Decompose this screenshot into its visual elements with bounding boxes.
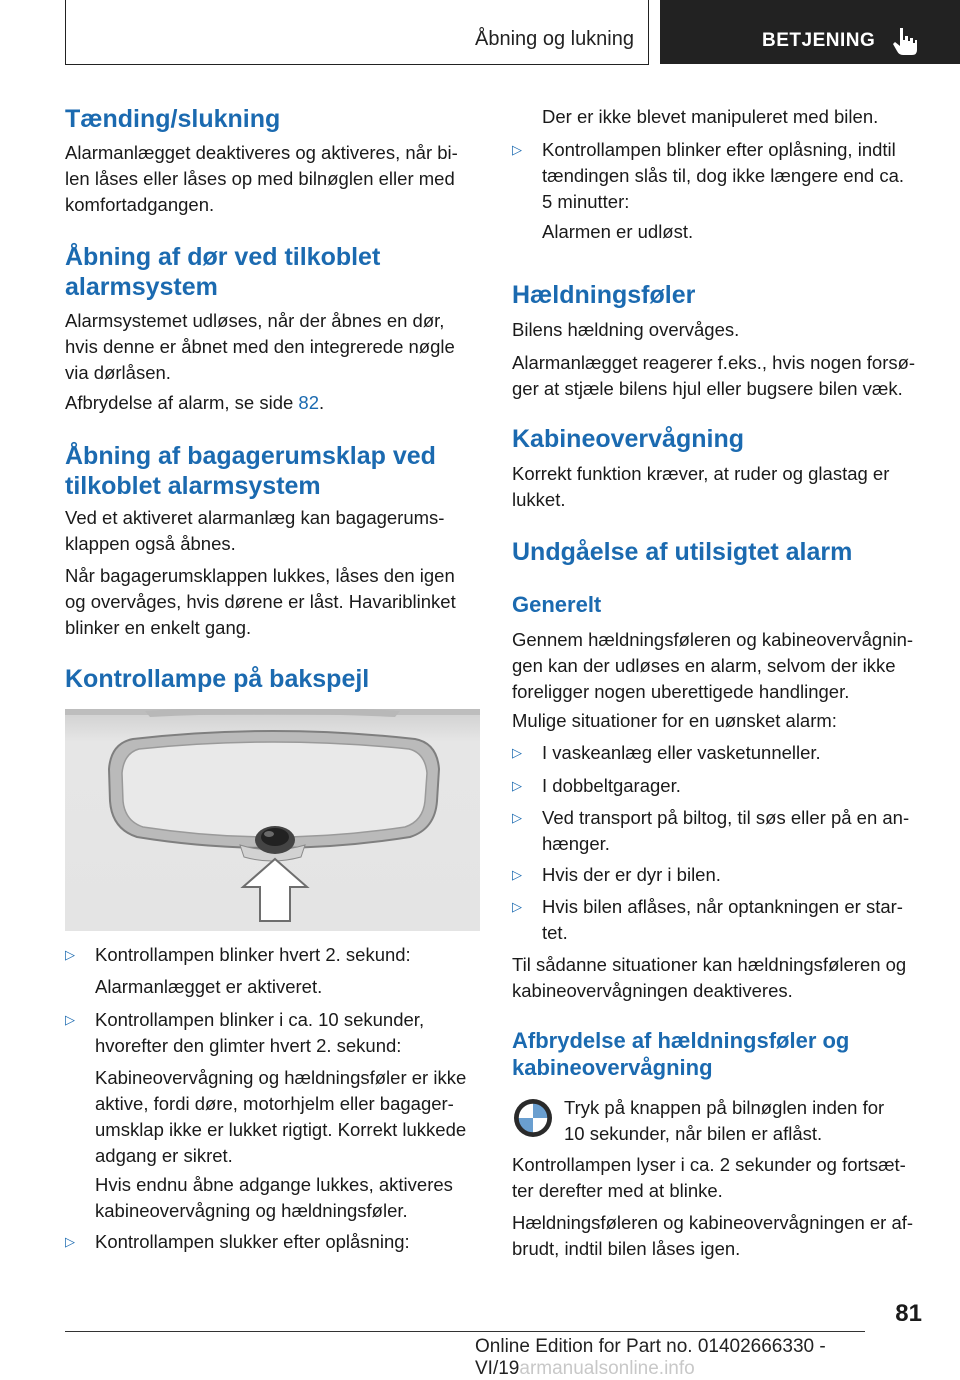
list-sub-aktiveres: Hvis endnu åbne adgange lukkes, aktiveres kabineovervågning og hældningsføler. xyxy=(95,1174,453,1221)
list-sub-aktiveret: Alarmanlægget er aktiveret. xyxy=(95,976,323,997)
list-sub-udloest: Alarmen er udløst. xyxy=(542,221,694,242)
heading-bagage-line1: Åbning af bagagerumsklap ved xyxy=(65,442,436,470)
para-tryk: Tryk på knappen på bilnøglen inden for 10 sekunder, når bilen er aflåst. xyxy=(564,1097,885,1144)
heading-kabineovervaagning: Kabineovervågning xyxy=(512,425,744,453)
heading-undgaaelse: Undgåelse af utilsigtet alarm xyxy=(512,538,853,566)
heading-kontrollampe: Kontrollampe på bakspejl xyxy=(65,665,370,693)
para-taending: Alarmanlægget deaktiveres og aktiveres, når bi- len låses eller låses op med bilnøglen eller med komfortadgangen. xyxy=(65,142,458,215)
para-haeld-slut: Hældningsføleren og kabineovervågningen er af- brudt, indtil bilen låses igen. xyxy=(512,1212,914,1259)
triangle-bullet-icon: ▷ xyxy=(512,745,522,760)
page-link-82[interactable]: 82 xyxy=(298,392,319,413)
para-lyser: Kontrollampen lyser i ca. 2 sekunder og fortsæt- ter derefter med at blinke. xyxy=(512,1154,906,1201)
heading-doer-line2: alarmsystem xyxy=(65,273,218,301)
triangle-bullet-icon: ▷ xyxy=(512,142,522,157)
triangle-bullet-icon: ▷ xyxy=(65,1234,75,1249)
footer-edition xyxy=(475,1336,960,1380)
para-haeldning-2: Alarmanlægget reagerer f.eks., hvis nogen forsø- ger at stjæle bilens hjul eller bugsere bilen væk. xyxy=(512,352,916,399)
triangle-bullet-icon: ▷ xyxy=(65,1012,75,1027)
heading-bagage-line2: tilkoblet alarmsystem xyxy=(65,472,321,500)
triangle-bullet-icon: ▷ xyxy=(512,867,522,882)
triangle-bullet-icon: ▷ xyxy=(512,899,522,914)
list-item-text: Hvis bilen aflåses, når optankningen er star- tet. xyxy=(542,896,903,943)
heading-haeldningsfoeler: Hældningsføler xyxy=(512,281,696,309)
para-doer: Alarmsystemet udløses, når der åbnes en dør, hvis denne er åbnet med den integrerede nøgle via dørlåsen. xyxy=(65,310,455,383)
header-baseline xyxy=(65,64,649,65)
para-generelt: Gennem hældningsføleren og kabineovervågnin- gen kan der udløses en alarm, selvom der ikke foreligger nogen uberettigede handlinger. xyxy=(512,629,914,702)
list-item-text: I dobbeltgarager. xyxy=(542,775,681,796)
para-til-saadanne: Til sådanne situationer kan hældningsføleren og kabineovervågningen deaktiveres. xyxy=(512,954,907,1001)
para-afbrydelse xyxy=(65,390,480,416)
heading-taending: Tænding/slukning xyxy=(65,105,281,133)
list-sub-ikke-manipuleret: Der er ikke blevet manipuleret med bilen. xyxy=(542,106,879,127)
heading-afbrydelse-line1: Afbrydelse af hældningsføler og xyxy=(512,1028,850,1053)
bmw-key-icon xyxy=(512,1097,554,1139)
header-chapter-label: BETJENING xyxy=(762,30,876,51)
list-item-text: Hvis der er dyr i bilen. xyxy=(542,864,721,885)
triangle-bullet-icon: ▷ xyxy=(65,947,75,962)
rearview-mirror-illustration xyxy=(65,709,480,931)
heading-generelt: Generelt xyxy=(512,592,602,617)
list-item-text: Kontrollampen blinker i ca. 10 sekunder, hvorefter den glimter hvert 2. sekund: xyxy=(95,1009,425,1056)
list-item-text: Kontrollampen slukker efter oplåsning: xyxy=(95,1231,410,1252)
footer-edition-text: Online Edition for Part no. 01402666330 - VI/19 xyxy=(475,1336,826,1379)
list-sub-ikke-aktive: Kabineovervågning og hældningsføler er ikke aktive, fordi døre, motorhjelm eller bagager- umsklap ikke er lukket rigtigt. Korrekt lukkede adgang er sikret. xyxy=(95,1067,467,1166)
page-number: 81 xyxy=(895,1300,922,1327)
header-rule-left xyxy=(65,0,66,64)
triangle-bullet-icon: ▷ xyxy=(512,810,522,825)
heading-doer-line1: Åbning af dør ved tilkoblet xyxy=(65,243,381,271)
para-haeldning-1: Bilens hældning overvåges. xyxy=(512,319,740,340)
para-afbrydelse-text: Afbrydelse af alarm, se side xyxy=(65,392,299,413)
header-section-title: Åbning og lukning xyxy=(474,28,634,50)
footer-rule xyxy=(65,1331,865,1332)
heading-afbrydelse-line2: kabineovervågning xyxy=(512,1055,713,1080)
footer-watermark: armanualsonline.info xyxy=(519,1358,695,1379)
header-chapter-tab xyxy=(660,0,960,64)
list-item-text: Kontrollampen blinker hvert 2. sekund: xyxy=(95,944,411,965)
header-rule-right xyxy=(648,0,649,64)
list-item-text: Kontrollampen blinker efter oplåsning, indtil tændingen slås til, dog ikke længere end ca. 5 minutter: xyxy=(542,139,904,212)
mirror-drawing xyxy=(65,709,480,931)
hand-pointer-icon xyxy=(892,26,918,56)
list-item-text: Ved transport på biltog, til søs eller på en an- hænger. xyxy=(542,807,910,854)
triangle-bullet-icon: ▷ xyxy=(512,778,522,793)
para-kabine: Korrekt funktion kræver, at ruder og glastag er lukket. xyxy=(512,463,890,510)
para-afbrydelse-end: . xyxy=(319,392,325,413)
para-bagage-1: Ved et aktiveret alarmanlæg kan bagagerums- klappen også åbnes. xyxy=(65,507,445,554)
para-bagage-2: Når bagagerumsklappen lukkes, låses den igen og overvåges, hvis dørene er låst. Havariblinket blinker en enkelt gang. xyxy=(65,565,456,638)
para-mulige: Mulige situationer for en uønsket alarm: xyxy=(512,710,837,731)
list-item-text: I vaskeanlæg eller vasketunneller. xyxy=(542,742,821,763)
